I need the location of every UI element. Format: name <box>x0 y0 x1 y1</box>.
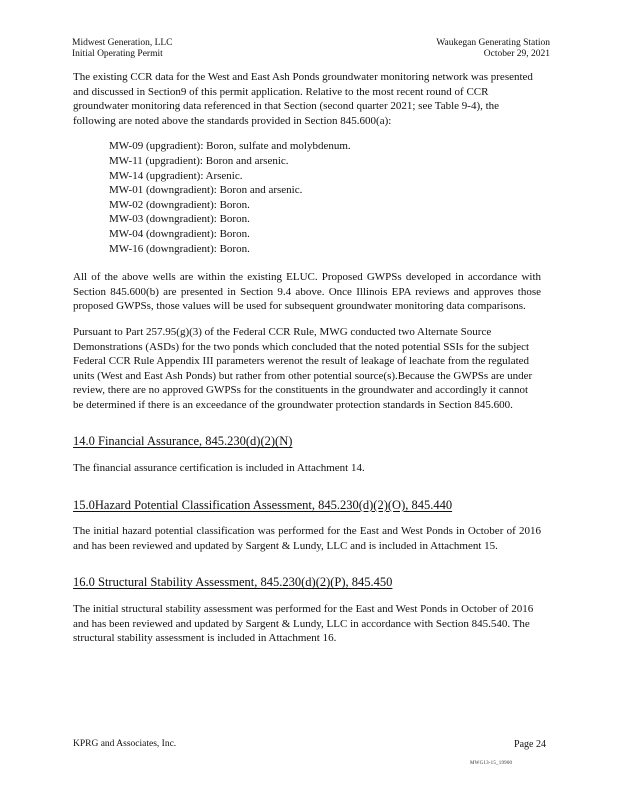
well-item: MW-14 (upgradient): Arsenic. <box>109 169 243 182</box>
company-name: Midwest Generation, LLC <box>72 38 173 48</box>
header-left <box>72 38 173 60</box>
asd-paragraph: Pursuant to Part 257.95(g)(3) of the Federal CCR Rule, MWG conducted two Alternate Source Demonstrations (ASDs) for the two ponds which concluded that the noted potential SSIs for the subject Federal CCR Rule Appendix III parameters werenot the result of leakage of leachate from the regulated units (West and East Ash Ponds) but rather from other potential source(s).Because the GWPSs are under review, there are no approved GWPSs for the constituents in the groundwater and accordingly it cannot be determined if there is an exceedance of the groundwater protection standards in Section 845.600. <box>73 325 533 411</box>
section-15-text: The initial hazard potential classification was performed for the East and West Ponds in October of 2016 and has been reviewed and updated by Sargent & Lundy, LLC and is included in Attachment 15. <box>73 525 541 552</box>
well-item: MW-11 (upgradient): Boron and arsenic. <box>109 154 289 167</box>
document-date: October 29, 2021 <box>483 49 550 59</box>
document-body <box>73 70 541 657</box>
section-14-heading: 14.0 Financial Assurance, 845.230(d)(2)(N) <box>73 434 293 449</box>
section-14-text: The financial assurance certification is included in Attachment 14. <box>73 462 365 475</box>
station-name: Waukegan Generating Station <box>436 38 550 48</box>
eluc-paragraph: All of the above wells are within the existing ELUC. Proposed GWPSs developed in accordance with Section 845.600(b) are presented in Section 9.4 above. Once Illinois EPA reviews and approves those proposed GWPSs, those values will be used for subsequent groundwater monitoring data comparisons. <box>73 271 541 313</box>
page-number: Page 24 <box>514 739 546 750</box>
well-item: MW-03 (downgradient): Boron. <box>109 213 250 226</box>
intro-paragraph: The existing CCR data for the West and East Ash Ponds groundwater monitoring network was presented and discussed in Section9 of this permit application. Relative to the most recent round of CCR groundwater monitoring data referenced in that Section (second quarter 2021; see Table 9-4), the following are noted above the standards provided in Section 845.600(a): <box>73 71 533 127</box>
bates-number: MWG13-15_19900 <box>470 761 513 766</box>
well-item: MW-09 (upgradient): Boron, sulfate and molybdenum. <box>109 140 351 153</box>
section-15-heading: 15.0Hazard Potential Classification Assessment, 845.230(d)(2)(O), 845.440 <box>73 497 453 512</box>
footer-company: KPRG and Associates, Inc. <box>73 739 177 749</box>
well-item: MW-01 (downgradient): Boron and arsenic. <box>109 184 303 197</box>
section-16-heading: 16.0 Structural Stability Assessment, 845.230(d)(2)(P), 845.450 <box>73 575 393 590</box>
section-16-text: The initial structural stability assessment was performed for the East and West Ponds in October of 2016 and has been reviewed and updated by Sargent & Lundy, LLC in accordance with Section 845.540. The structural stability assessment is included in Attachment 16. <box>73 603 534 645</box>
header-right <box>436 38 550 60</box>
well-item: MW-04 (downgradient): Boron. <box>109 227 250 240</box>
well-item: MW-02 (downgradient): Boron. <box>109 198 250 211</box>
well-item: MW-16 (downgradient): Boron. <box>109 242 250 255</box>
well-list <box>109 139 541 256</box>
document-title: Initial Operating Permit <box>72 49 163 59</box>
